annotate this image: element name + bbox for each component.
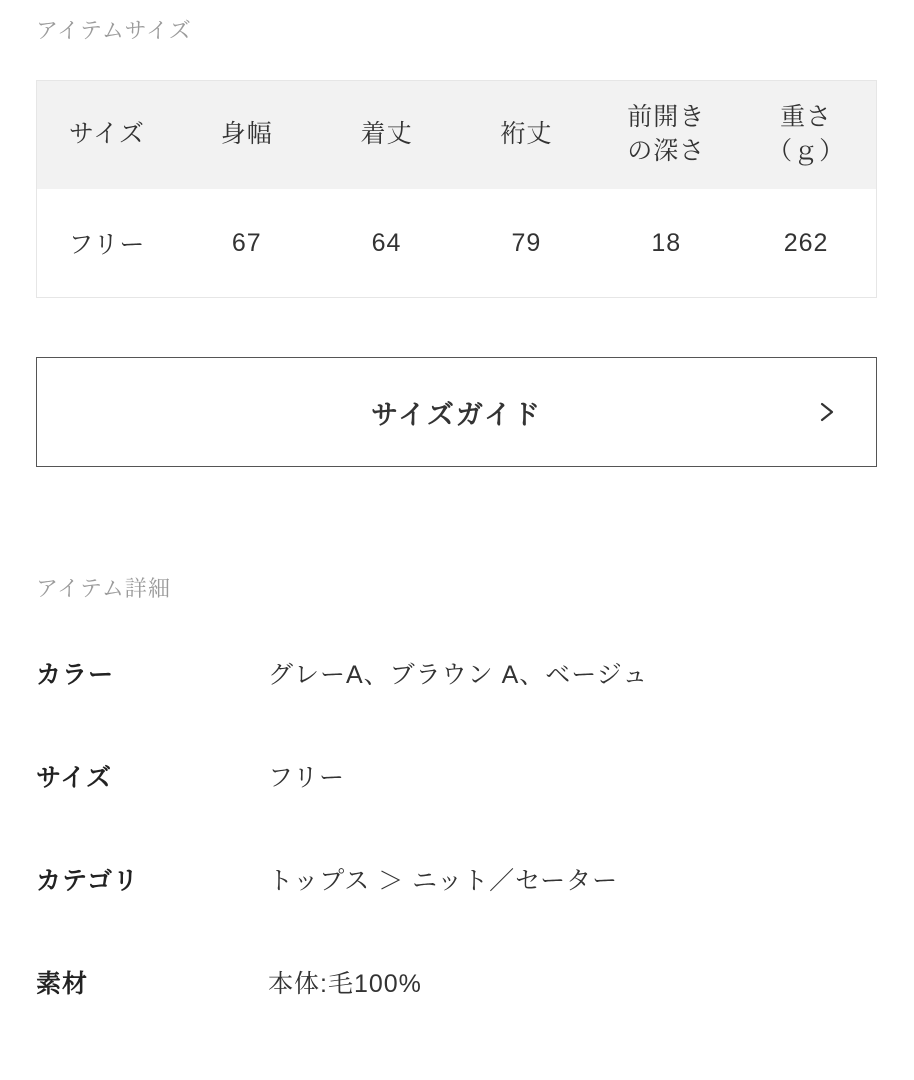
detail-value: 本体:毛100% bbox=[268, 970, 422, 998]
size-table-header-cell bbox=[736, 81, 876, 189]
detail-key: サイズ bbox=[36, 764, 113, 792]
list-item bbox=[36, 660, 881, 763]
list-item bbox=[36, 969, 881, 1072]
size-table-cell: 262 bbox=[736, 189, 876, 297]
detail-value: トップス ＞ ニット／セーター bbox=[268, 867, 619, 895]
detail-value: グレーA、ブラウン A、ベージュ bbox=[268, 661, 649, 689]
header-line-2: （ｇ） bbox=[767, 137, 846, 165]
size-table-header-cell bbox=[317, 81, 457, 189]
size-guide-button[interactable] bbox=[36, 357, 877, 467]
header-line-1: 重さ bbox=[780, 103, 833, 132]
size-table-cell: フリー bbox=[37, 189, 177, 297]
size-table-header-cell bbox=[37, 81, 177, 189]
size-table-header-row bbox=[37, 81, 876, 189]
item-detail-heading: アイテム詳細 bbox=[36, 576, 171, 601]
detail-key: カラー bbox=[36, 661, 115, 689]
size-table-cell: 64 bbox=[317, 189, 457, 297]
size-table-cell: 18 bbox=[596, 189, 736, 297]
size-table-body bbox=[37, 189, 876, 297]
size-table-container bbox=[36, 80, 877, 298]
size-table-header-cell bbox=[596, 81, 736, 189]
header-line-2: の深さ bbox=[627, 137, 706, 165]
size-table-cell: 67 bbox=[177, 189, 317, 297]
detail-key: カテゴリ bbox=[36, 867, 140, 895]
size-guide-button-label: サイズガイド bbox=[370, 399, 543, 430]
detail-value: フリー bbox=[268, 764, 346, 792]
list-item bbox=[36, 763, 881, 866]
list-item bbox=[36, 866, 881, 969]
header-line-1: サイズ bbox=[68, 120, 145, 149]
detail-key: 素材 bbox=[36, 970, 89, 998]
size-table bbox=[37, 81, 876, 297]
table-row bbox=[37, 189, 876, 297]
size-table-head bbox=[37, 81, 876, 189]
chevron-right-icon bbox=[816, 401, 838, 423]
size-table-cell: 79 bbox=[456, 189, 596, 297]
header-line-1: 着丈 bbox=[360, 120, 413, 149]
item-detail-list bbox=[36, 660, 881, 1072]
header-line-1: 身幅 bbox=[220, 120, 273, 149]
size-table-header-cell bbox=[177, 81, 317, 189]
header-line-1: 前開き bbox=[627, 103, 706, 132]
item-size-heading: アイテムサイズ bbox=[36, 18, 192, 43]
size-table-header-cell bbox=[456, 81, 596, 189]
header-line-1: 裄丈 bbox=[500, 120, 553, 149]
